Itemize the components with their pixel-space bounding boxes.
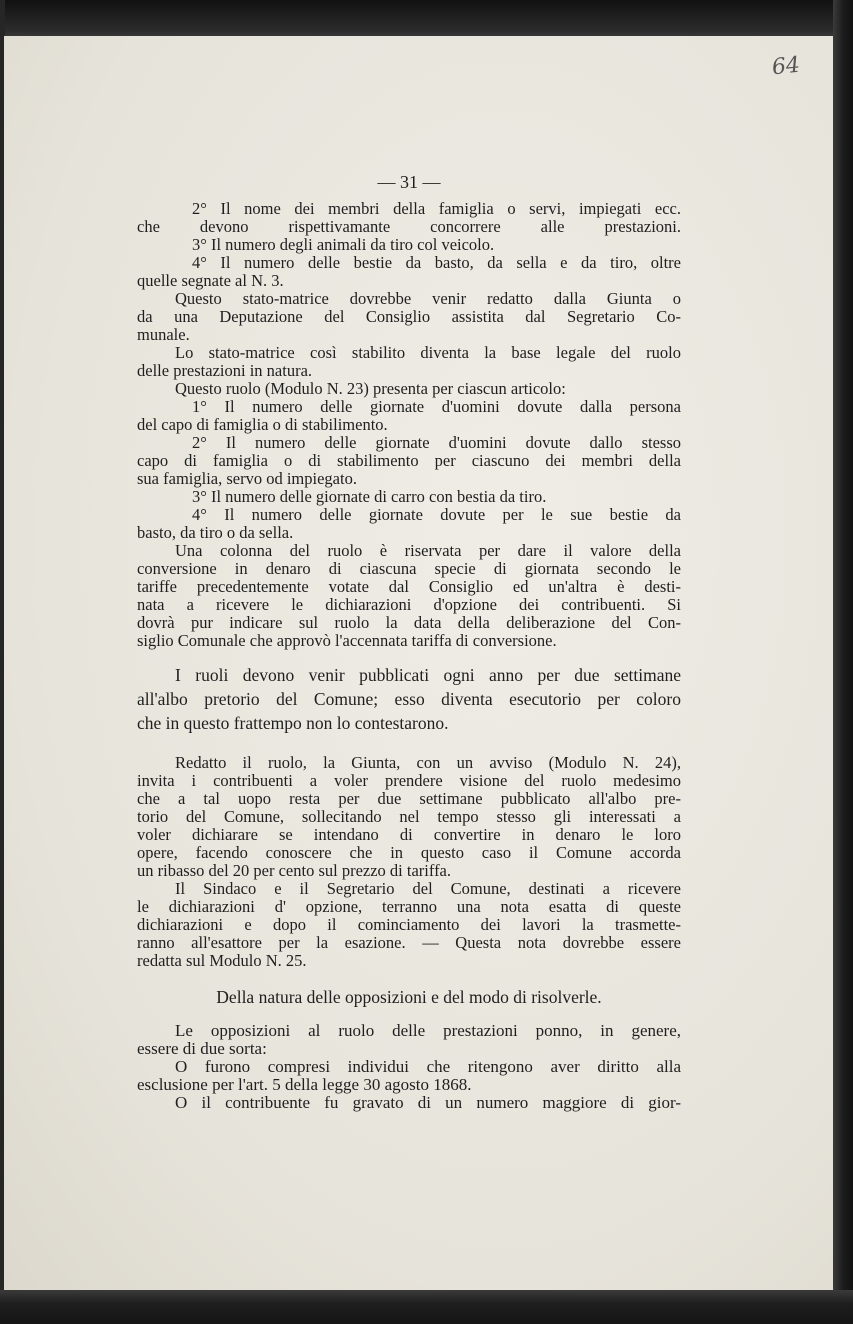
text-line: conversione in denaro di ciascuna specie di giornata secondo le <box>137 559 681 578</box>
text-line: sua famiglia, servo od impiegato. <box>137 469 357 488</box>
text-line: dovrà pur indicare sul ruolo la data della deliberazione del Con- <box>137 613 681 632</box>
text-line: che a tal uopo resta per due settimane pubblicato all'albo pre- <box>137 789 681 808</box>
text-line: capo di famiglia o di stabilimento per ciascuno dei membri della <box>137 451 681 470</box>
text-line: dichiarazioni e dopo il cominciamento dei lavori la trasmette- <box>137 915 681 934</box>
text-line: nata a ricevere le dichiarazioni d'opzione dei contribuenti. Si <box>137 595 681 614</box>
text-line: 3° Il numero degli animali da tiro col veicolo. <box>192 235 495 254</box>
text-line: opere, facendo conoscere che in questo caso il Comune accorda <box>137 843 681 862</box>
text-line: all'albo pretorio del Comune; esso diventa esecutorio per coloro <box>137 689 681 709</box>
handwritten-folio-number: 64 <box>770 52 802 81</box>
text-line: voler dichiarare se intendano di convertire in denaro le loro <box>137 825 681 844</box>
text-line: O il contribuente fu gravato di un numero maggiore di gior- <box>175 1093 681 1112</box>
text-line: del capo di famiglia o di stabilimento. <box>137 415 388 434</box>
text-line: ranno all'esattore per la esazione. — Questa nota dovrebbe essere <box>137 933 681 952</box>
text-line: 4° Il numero delle giornate dovute per le sue bestie da <box>192 505 681 524</box>
text-line: Redatto il ruolo, la Giunta, con un avviso (Modulo N. 24), <box>175 753 681 772</box>
text-line: invita i contribuenti a voler prendere visione del ruolo medesimo <box>137 771 681 790</box>
scan-top-edge <box>0 0 853 38</box>
text-line: essere di due sorta: <box>137 1039 267 1058</box>
text-line: Una colonna del ruolo è riservata per dare il valore della <box>175 541 681 560</box>
section-heading: Della natura delle opposizioni e del modo di risolverle. <box>216 987 602 1007</box>
text-line: che in questo frattempo non lo contestarono. <box>137 713 449 733</box>
text-line: che devono rispettivamante concorrere alle prestazioni. <box>137 217 681 236</box>
text-line: Lo stato-matrice così stabilito diventa la base legale del ruolo <box>175 343 681 362</box>
text-line: 2° Il numero delle giornate d'uomini dovute dallo stesso <box>192 433 681 452</box>
text-line: Le opposizioni al ruolo delle prestazioni ponno, in genere, <box>175 1021 681 1040</box>
text-line: redatta sul Modulo N. 25. <box>137 951 307 970</box>
text-line: basto, da tiro o da sella. <box>137 523 294 542</box>
text-line: munale. <box>137 325 190 344</box>
text-line: quelle segnate al N. 3. <box>137 271 284 290</box>
text-line: I ruoli devono venir pubblicati ogni anno per due settimane <box>175 665 681 685</box>
page-number: — 31 — <box>377 172 441 192</box>
text-line: Questo ruolo (Modulo N. 23) presenta per ciascun articolo: <box>175 379 566 398</box>
text-line: delle prestazioni in natura. <box>137 361 313 380</box>
text-line: O furono compresi individui che ritengono aver diritto alla <box>175 1057 681 1076</box>
text-line: 1° Il numero delle giornate d'uomini dovute dalla persona <box>192 397 681 416</box>
text-line: torio del Comune, sollecitando nel tempo stesso gli interessati a <box>137 807 681 826</box>
text-line: 3° Il numero delle giornate di carro con bestia da tiro. <box>192 487 547 506</box>
text-line: un ribasso del 20 per cento sul prezzo di tariffa. <box>137 861 452 880</box>
text-line: tariffe precedentemente votate dal Consiglio ed un'altra è desti- <box>137 577 681 596</box>
text-line: 4° Il numero delle bestie da basto, da sella e da tiro, oltre <box>192 253 681 272</box>
text-line: da una Deputazione del Consiglio assistita dal Segretario Co- <box>137 307 681 326</box>
text-line: 2° Il nome dei membri della famiglia o servi, impiegati ecc. <box>192 199 681 218</box>
text-line: le dichiarazioni d' opzione, terranno una nota esatta di queste <box>137 897 681 916</box>
scan-bottom-edge <box>0 1290 853 1324</box>
text-line: Il Sindaco e il Segretario del Comune, destinati a ricevere <box>175 879 681 898</box>
text-line: siglio Comunale che approvò l'accennata tariffa di conversione. <box>137 631 557 650</box>
text-line: esclusione per l'art. 5 della legge 30 agosto 1868. <box>137 1075 472 1094</box>
scan-right-edge <box>833 0 853 1324</box>
text-line: Questo stato-matrice dovrebbe venir redatto dalla Giunta o <box>175 289 681 308</box>
